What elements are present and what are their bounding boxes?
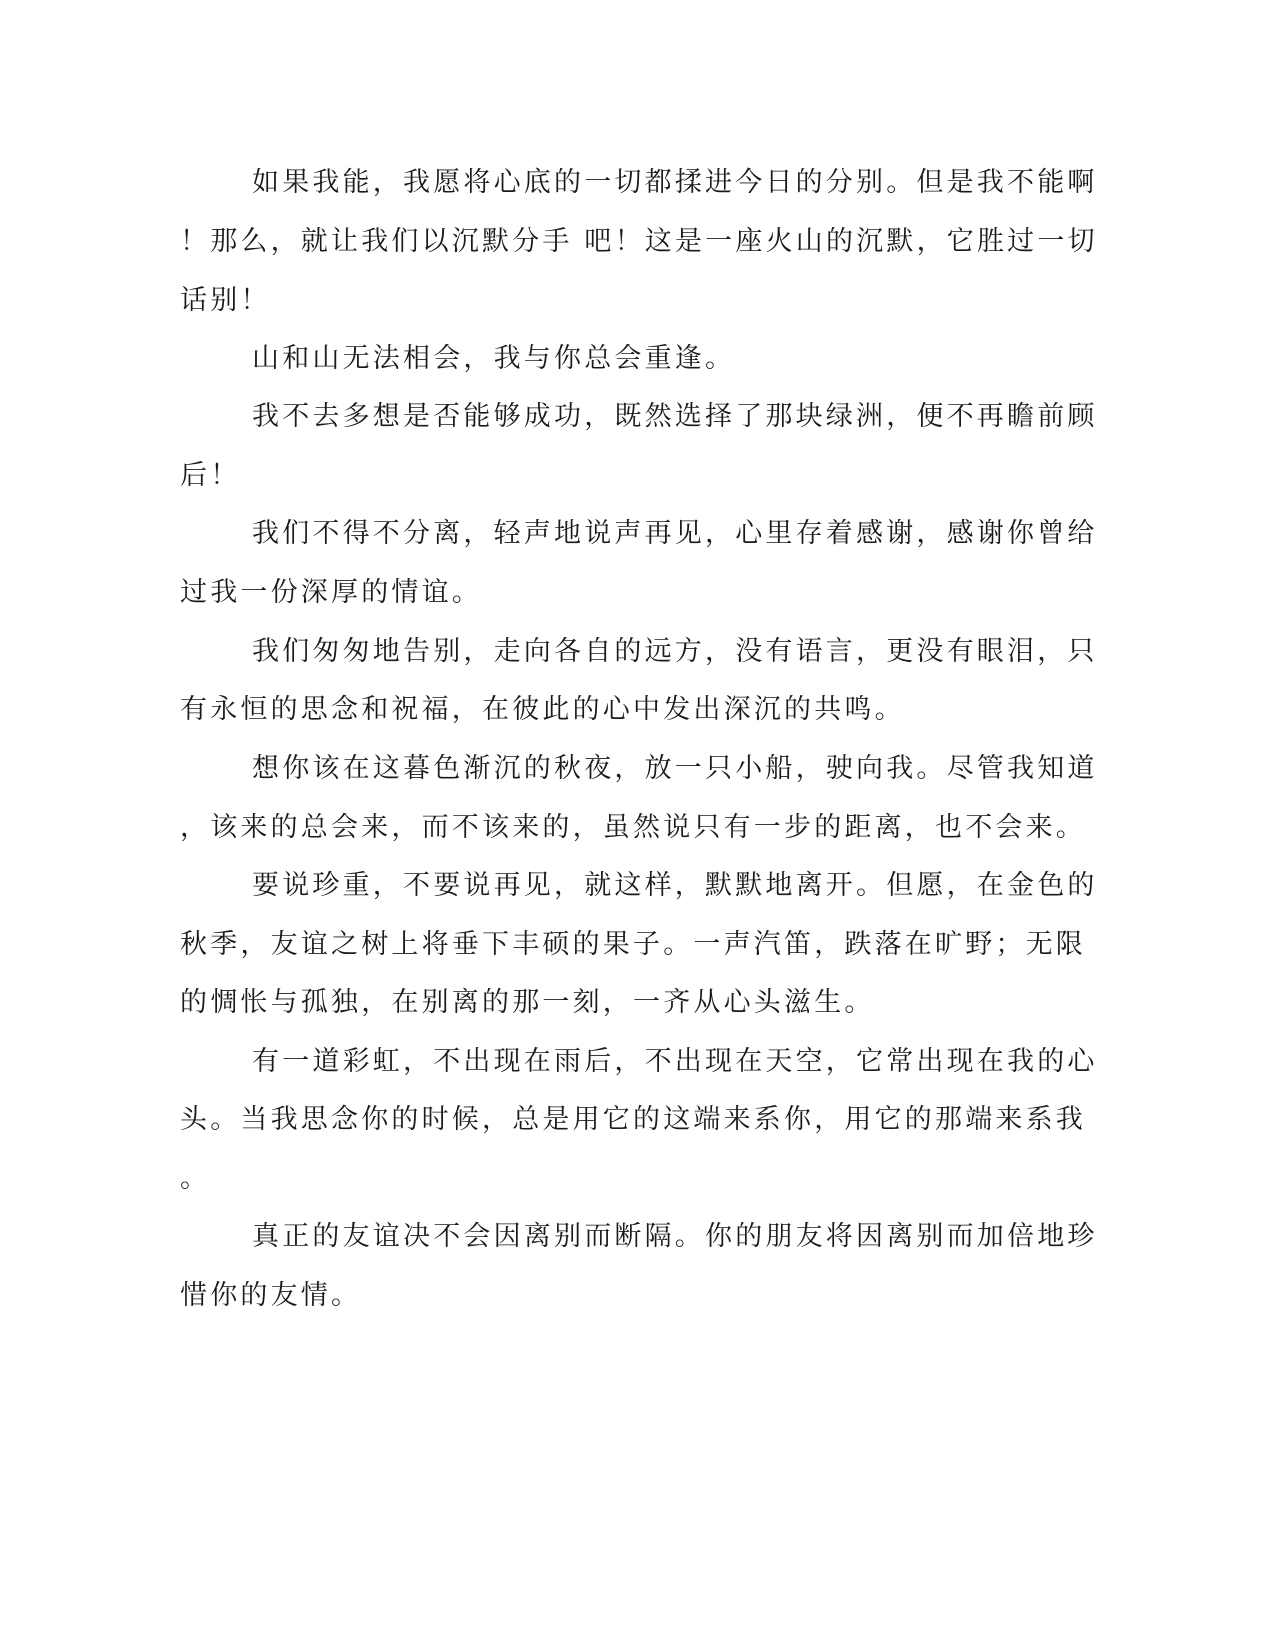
text-line: 我不去多想是否能够成功，既然选择了那块绿洲，便不再瞻前顾 bbox=[252, 401, 1098, 432]
text-line: 惜你的友情。 bbox=[180, 1280, 362, 1311]
text-line: 后！ bbox=[180, 460, 241, 491]
text-line: 头。当我思念你的时候，总是用它的这端来系你，用它的那端来系我 bbox=[180, 1104, 1086, 1135]
text-line: 如果我能，我愿将心底的一切都揉进今日的分别。但是我不能啊 bbox=[252, 167, 1098, 198]
text-line: 过我一份深厚的情谊。 bbox=[180, 577, 482, 608]
text-line: 有一道彩虹，不出现在雨后，不出现在天空，它常出现在我的心 bbox=[252, 1046, 1098, 1077]
text-line: ！那么，就让我们以沉默分手 吧！这是一座火山的沉默，它胜过一切 bbox=[180, 226, 1098, 257]
text-line: 。 bbox=[180, 1163, 211, 1194]
text-line: 山和山无法相会，我与你总会重逢。 bbox=[252, 343, 736, 374]
text-line: 的惆怅与孤独，在别离的那一刻，一齐从心头滋生。 bbox=[180, 987, 875, 1018]
text-line: 话别！ bbox=[180, 285, 271, 316]
text-line: 要说珍重，不要说再见，就这样，默默地离开。但愿，在金色的 bbox=[252, 870, 1098, 901]
text-line: 真正的友谊决不会因离别而断隔。你的朋友将因离别而加倍地珍 bbox=[252, 1221, 1098, 1252]
text-line: 我们匆匆地告别，走向各自的远方，没有语言，更没有眼泪，只 bbox=[252, 636, 1098, 667]
text-line: 有永恒的思念和祝福，在彼此的心中发出深沉的共鸣。 bbox=[180, 694, 905, 725]
text-line: 秋季，友谊之树上将垂下丰硕的果子。一声汽笛，跌落在旷野；无限 bbox=[180, 929, 1086, 960]
text-line: 我们不得不分离，轻声地说声再见，心里存着感谢，感谢你曾给 bbox=[252, 518, 1098, 549]
text-line: 想你该在这暮色渐沉的秋夜，放一只小船，驶向我。尽管我知道 bbox=[252, 753, 1098, 784]
text-line: ，该来的总会来，而不该来的，虽然说只有一步的距离，也不会来。 bbox=[180, 812, 1086, 843]
